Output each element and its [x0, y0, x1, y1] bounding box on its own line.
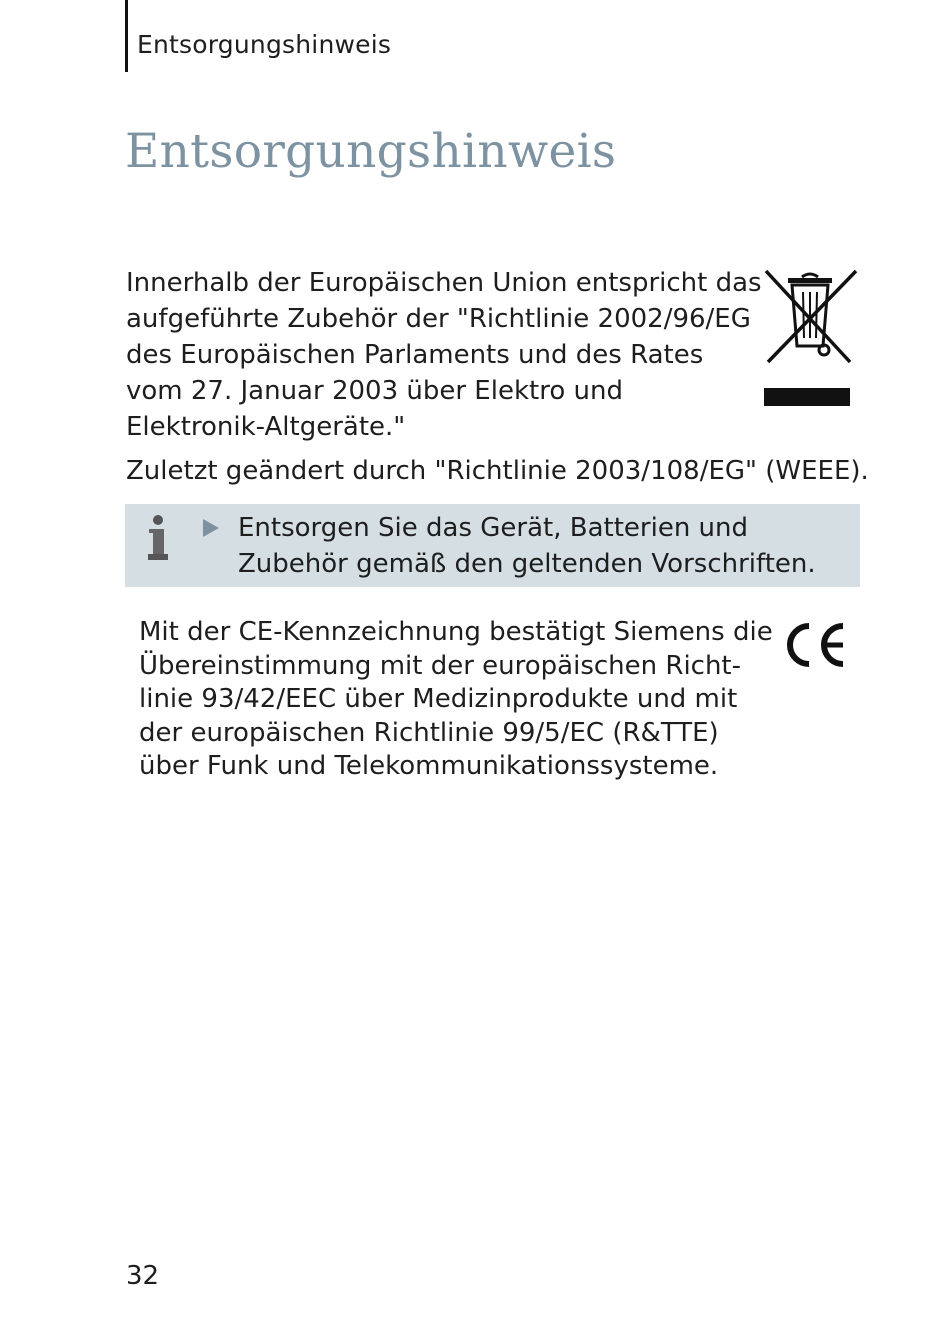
weee-amendment: Zuletzt geändert durch "Richtlinie 2003/108/EG" (WEEE).	[126, 456, 869, 486]
info-box	[125, 504, 860, 587]
page-number: 32	[126, 1261, 160, 1291]
weee-paragraph: Innerhalb der Europäischen Union entspricht das aufgeführte Zubehör der "Richtlinie 2002/96/EG des Europäischen Parlaments und des Rates vom 27. Januar 2003 über Elektro und Elektronik-Altgeräte."	[126, 268, 762, 442]
header-rule	[125, 0, 128, 72]
page-title: Entsorgungshinweis	[125, 124, 617, 179]
ce-mark-icon	[783, 620, 849, 670]
info-text: Entsorgen Sie das Gerät, Batterien und Zubehör gemäß den geltenden Vorschriften.	[238, 513, 816, 579]
info-icon	[145, 514, 171, 562]
triangle-right-icon	[203, 519, 219, 537]
crossed-out-wheelie-bin-icon	[762, 266, 858, 408]
ce-paragraph: Mit der CE-Kennzeichnung bestätigt Siemens die Übereinstimmung mit der europäischen Richt-linie 93/42/EEC über Medizinprodukte und mit der europäischen Richtlinie 99/5/EC (R&TTE) über Funk und Telekommunikationssysteme.	[139, 617, 773, 781]
running-header: Entsorgungshinweis	[137, 30, 392, 59]
